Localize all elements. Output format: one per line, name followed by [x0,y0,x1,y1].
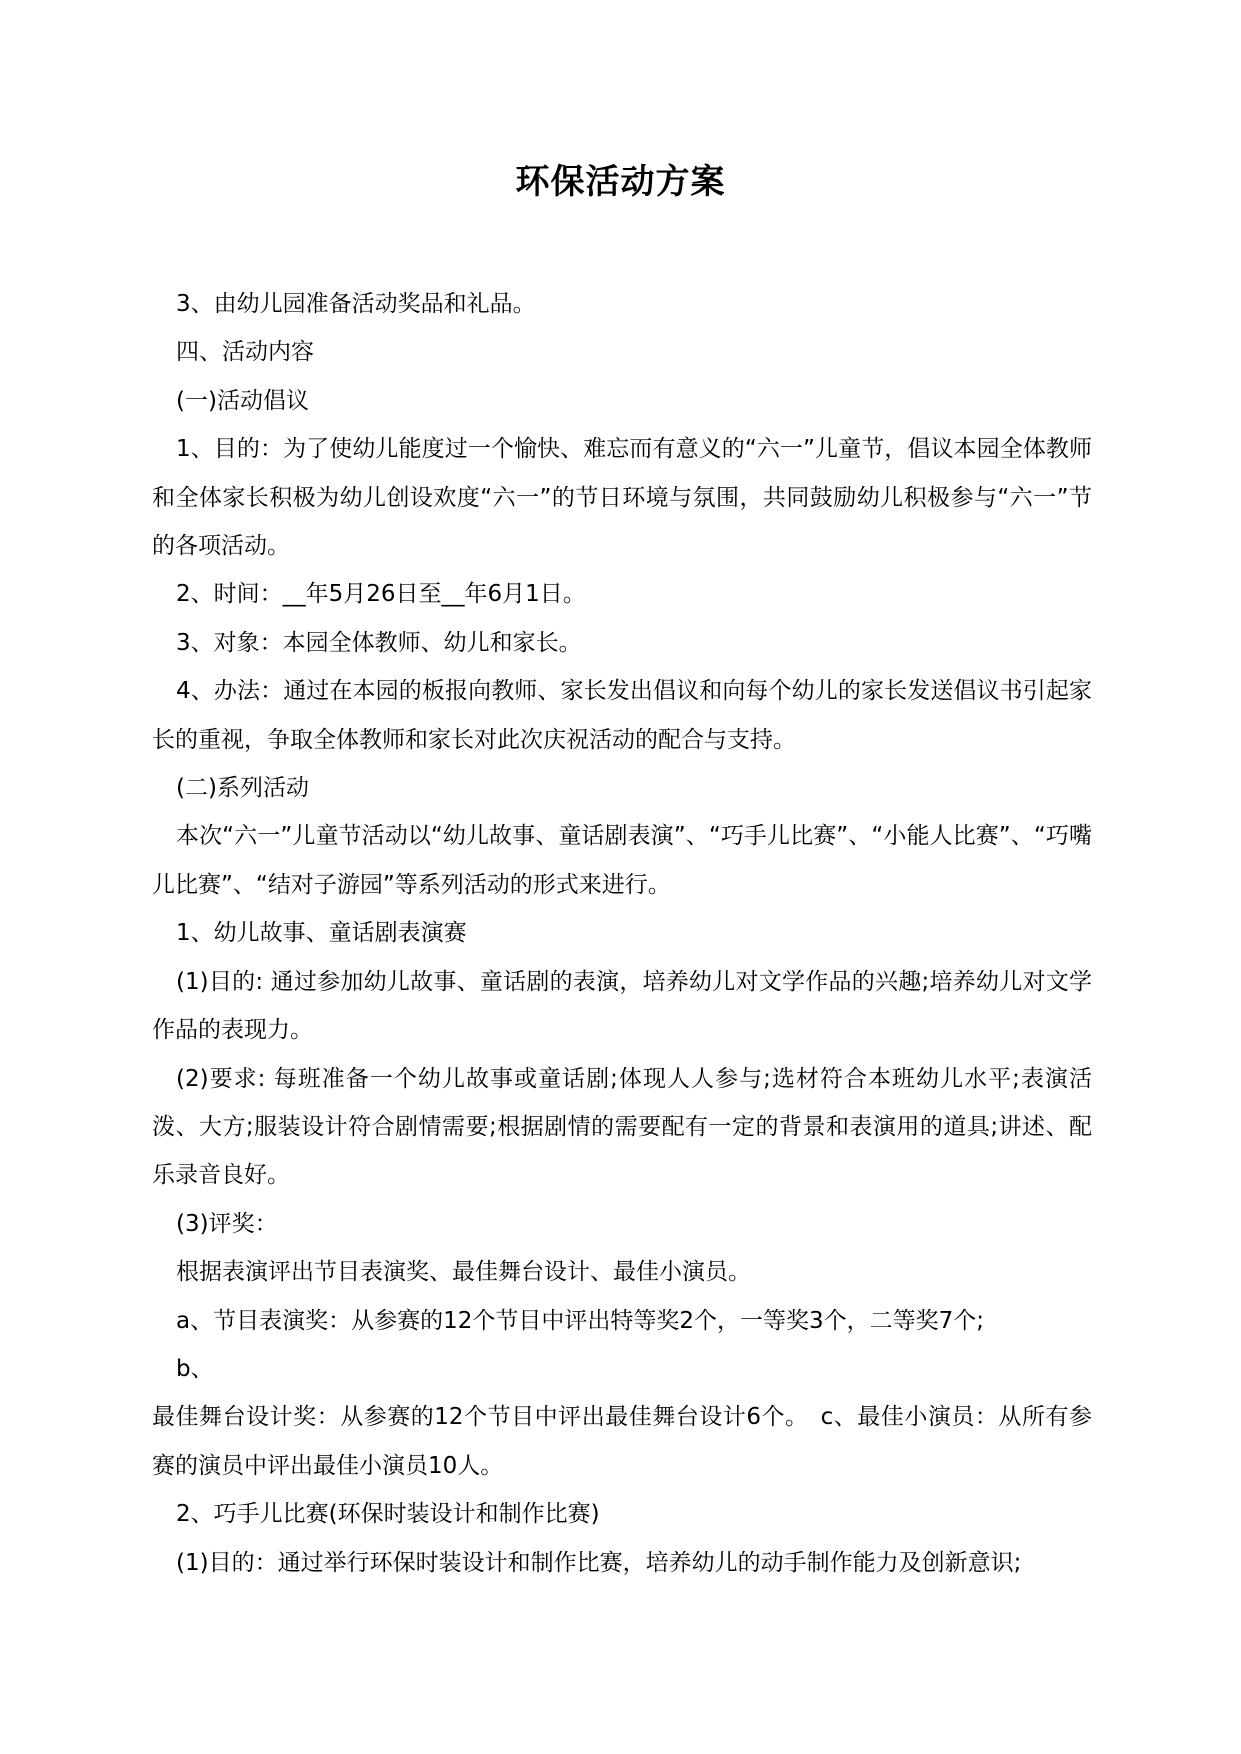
paragraph: 3、对象：本园全体教师、幼儿和家长。 [176,629,582,656]
paragraph: 1、目的：为了使幼儿能度过一个愉快、难忘而有意义的“六一”儿童节，倡议本园全体教师和全体家长积极为幼儿创设欢度“六一”的节日环境与氛围，共同鼓励幼儿积极参与“六一”节的各项活动。 [152,436,1092,560]
paragraph: 2、时间：__年5月26日至__年6月1日。 [176,581,586,608]
paragraph: 本次“六一”儿童节活动以“幼儿故事、童话剧表演”、“巧手儿比赛”、“小能人比赛”、“巧嘴儿比赛”、“结对子游园”等系列活动的形式来进行。 [152,823,1092,898]
paragraph: 4、办法：通过在本园的板报向教师、家长发出倡议和向每个幼儿的家长发送倡议书引起家长的重视，争取全体教师和家长对此次庆祝活动的配合与支持。 [152,678,1092,753]
paragraph: (1)目的: 通过参加幼儿故事、童话剧的表演，培养幼儿对文学作品的兴趣;培养幼儿对文学作品的表现力。 [152,968,1092,1044]
section-heading: 四、活动内容 [176,339,314,366]
paragraph: 最佳舞台设计奖：从参赛的12个节目中评出最佳舞台设计6个。 c、最佳小演员：从所有参赛的演员中评出最佳小演员10人。 [152,1404,1092,1479]
paragraph: (3)评奖： [176,1210,278,1237]
paragraph: (2)要求: 每班准备一个幼儿故事或童话剧;体现人人参与;选材符合本班幼儿水平;表演活泼、大方;服装设计符合剧情需要;根据剧情的需要配有一定的背景和表演用的道具;讲述、配乐录音良好。 [152,1065,1092,1189]
document-title: 环保活动方案 [515,162,726,202]
paragraph: (1)目的：通过举行环保时装设计和制作比赛，培养幼儿的动手制作能力及创新意识; [176,1549,1022,1576]
subsection-heading: (一)活动倡议 [176,387,309,414]
paragraph: 3、由幼儿园准备活动奖品和礼品。 [176,291,536,317]
item-heading: 2、巧手儿比赛(环保时装设计和制作比赛) [176,1501,600,1528]
subsection-heading: (二)系列活动 [176,775,309,802]
paragraph: b、 [176,1355,214,1382]
paragraph: a、节目表演奖：从参赛的12个节目中评出特等奖2个，一等奖3个，二等奖7个; [176,1307,985,1334]
item-heading: 1、幼儿故事、童话剧表演赛 [176,920,467,947]
paragraph: 根据表演评出节目表演奖、最佳舞台设计、最佳小演员。 [176,1259,751,1286]
document-body [152,280,1092,1587]
